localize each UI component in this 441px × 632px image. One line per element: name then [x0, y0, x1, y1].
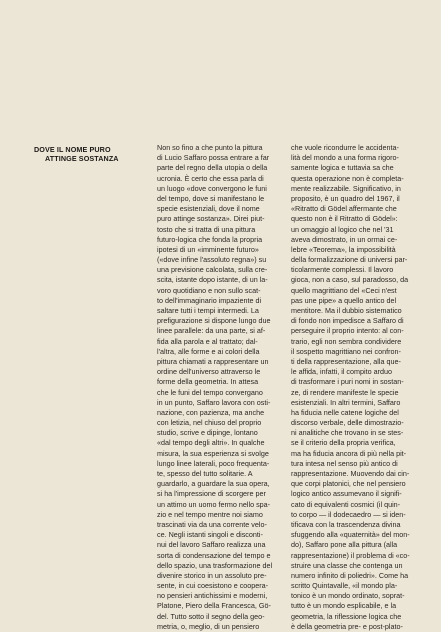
- text-line: che le funi del tempo convergano: [157, 387, 263, 397]
- text-line: sente, in cui coesistono e coopera-: [157, 581, 269, 591]
- text-line: tura intesa nel senso più antico di: [291, 458, 398, 468]
- text-line: il sospetto magrittiano nei confron-: [291, 346, 401, 356]
- text-line: ipotesi di un «imminente futuro»: [157, 244, 259, 254]
- text-line: specie esistenziali, dove il nome: [157, 204, 260, 214]
- text-line: questo non è il Ritratto di Gödel»:: [291, 214, 398, 224]
- text-line: nazione, con pazienza, ma anche: [157, 407, 265, 417]
- text-line: te, spesso del tutto solitarie. A: [157, 469, 253, 478]
- text-line: lungo linee laterali, poco frequenta-: [157, 458, 270, 468]
- text-line: ni analitiche che trovano in se stes-: [291, 428, 404, 438]
- text-line: ma ha fiducia ancora di più nella pit-: [291, 448, 407, 458]
- text-line: che vuole ricondurre le accidenta-: [291, 143, 399, 152]
- text-line: rappresentazione) il problema di «co-: [291, 550, 410, 560]
- text-line: zio e nel tempo mentre noi siamo: [157, 509, 263, 519]
- text-line: lebre «Teorema», la impossibilità: [291, 244, 396, 254]
- text-line: pas une pipe» a quello antico del: [291, 295, 397, 305]
- text-column-2: [291, 143, 421, 632]
- text-line: saltare tutti i tempi intermedi. La: [157, 306, 259, 315]
- text-line: un luogo «dove convergono le funi: [157, 183, 267, 193]
- text-line: fida alla parola e al trattato; dal-: [157, 336, 258, 346]
- text-line: ti della rappresentazione, alla que-: [291, 356, 401, 366]
- text-line: ce. Negli istanti singoli e disconti-: [157, 530, 263, 540]
- text-line: l'altra, alle forme e ai colori della: [157, 346, 260, 356]
- text-column-1: [157, 143, 287, 632]
- text-line: linee parallele: da una parte, si af-: [157, 326, 266, 336]
- text-line: tosto che si tratta di una pittura: [157, 224, 256, 234]
- text-line: con letizia, nel chiuso del proprio: [157, 418, 262, 428]
- text-line: del tempo, dove si manifestano le: [157, 193, 265, 203]
- text-line: prefigurazione si dispone lungo due: [157, 316, 271, 326]
- text-line: geometria, la riflessione logica che: [291, 611, 402, 621]
- text-line: tonico è un mondo ordinato, soprat-: [291, 591, 405, 601]
- text-line: no pensieri antichissimi e moderni,: [157, 591, 268, 601]
- text-line: voro quotidiano e non sullo scat-: [157, 285, 261, 295]
- text-line: rappresentazione. Muovendo dai cin-: [291, 469, 410, 478]
- text-line: del. Tutto sotto il segno della geo-: [157, 611, 265, 621]
- text-line: aveva dimostrato, in un ormai ce-: [291, 234, 398, 244]
- text-line: samente logica e tuttavia sa che: [291, 163, 394, 173]
- text-line: trascinati via da una corrente velo-: [157, 519, 267, 529]
- text-line: («dove infine l'assoluto regna») su: [157, 255, 267, 265]
- text-line: dello spazio, una trasformazione del: [157, 560, 273, 570]
- heading-line-2: ATTINGE SOSTANZA: [45, 154, 119, 164]
- text-line: discorso verbale, delle dimostrazio-: [291, 418, 404, 428]
- text-line: mente realizzabile. Significativo, in: [291, 183, 401, 193]
- text-line: in un punto, Saffaro lavora con osti-: [157, 397, 271, 407]
- text-line: perseguire il proprio intento: al con-: [291, 326, 404, 336]
- text-line: della formalizzazione di universi par-: [291, 255, 408, 265]
- text-line: ucronia. È certo che essa parla di: [157, 173, 264, 183]
- text-line: mentitore. Ma il dubbio sistematico: [291, 306, 402, 315]
- text-line: que corpi platonici, che nel pensiero: [291, 479, 406, 489]
- text-line: è della geometria pre- e post-plato-: [291, 621, 403, 631]
- text-line: «Ritratto di Gödel affermante che: [291, 204, 397, 214]
- text-line: una previsione calcolata, sulla cre-: [157, 265, 268, 275]
- text-line: un attimo un uomo fermo nello spa-: [157, 499, 271, 509]
- text-line: di trasformare i puri nomi in sostan-: [291, 377, 404, 387]
- text-line: struire una classe che contenga un: [291, 560, 403, 570]
- text-line: se il criterio della propria verifica,: [291, 438, 396, 448]
- text-line: forme della geometria. In attesa: [157, 377, 259, 387]
- text-line: proposito, è un quadro del 1967, il: [291, 193, 400, 203]
- text-line: Platone, Piero della Francesca, Gö-: [157, 601, 271, 611]
- text-line: esistenziali. In altri termini, Saffaro: [291, 397, 401, 407]
- text-line: Non so fino a che punto la pittura: [157, 143, 263, 152]
- text-line: metria, o, meglio, di un pensiero: [157, 621, 260, 631]
- text-line: guardarlo, a guardare la sua opera,: [157, 479, 270, 489]
- text-line: scita, istante dopo istante, di un la-: [157, 275, 268, 285]
- text-line: scritto Quintavalle, «il mondo pla-: [291, 581, 398, 591]
- text-line: quello magrittiano del «Ceci n'est: [291, 285, 397, 295]
- text-line: ticolarmente complessi. Il lavoro: [291, 265, 394, 275]
- text-line: logico antico assumevano il signifi-: [291, 489, 402, 499]
- text-line: ze, di rendere manifeste le specie: [291, 387, 399, 397]
- text-line: gioca, non a caso, sul paradosso, da: [291, 275, 409, 285]
- text-line: tificava con la trascendenza divina: [291, 519, 401, 529]
- text-line: futuro-logica che fonda la propria: [157, 234, 263, 244]
- text-line: trario, egli non sembra condividere: [291, 336, 402, 346]
- text-line: parte del regno della utopia o della: [157, 163, 268, 173]
- text-line: nui del lavoro Saffaro realizza una: [157, 540, 266, 550]
- text-line: puro attinge sostanza». Direi piut-: [157, 214, 265, 224]
- section-heading: [34, 145, 119, 164]
- text-line: to dell'immaginario impaziente di: [157, 295, 262, 305]
- text-line: ordine dell'universo attraverso le: [157, 367, 261, 377]
- text-line: sorta di condensazione del tempo e: [157, 550, 271, 560]
- text-line: divenire storico in un assoluto pre-: [157, 570, 267, 580]
- text-line: di Lucio Saffaro possa entrare a far: [157, 153, 270, 163]
- text-line: tutto è un mondo esplicabile, e la: [291, 601, 397, 611]
- text-line: le affida, infatti, il compito arduo: [291, 367, 392, 377]
- text-line: questa operazione non è completa-: [291, 173, 404, 183]
- text-line: numero infinito di poliedri». Come ha: [291, 570, 409, 580]
- text-line: «dal tempo degli altri». In qualche: [157, 438, 265, 448]
- heading-line-1: DOVE IL NOME PURO: [34, 145, 111, 154]
- text-line: lità del mondo a una forma rigoro-: [291, 153, 399, 163]
- text-line: to corpo — il dodecaedro — si iden-: [291, 509, 406, 519]
- text-line: si ha l'impressione di scorgere per: [157, 489, 266, 499]
- text-line: cato di equivalenti cosmici (il quin-: [291, 499, 401, 509]
- text-line: studio, scrive e dipinge, lontano: [157, 428, 258, 438]
- text-line: pittura chiamati a rappresentare un: [157, 356, 269, 366]
- text-line: di fondo non impedisce a Saffaro di: [291, 316, 404, 326]
- text-line: do), Saffaro pone alla pittura (alla: [291, 540, 398, 550]
- text-line: sfuggendo alla «quaternità» del mon-: [291, 530, 410, 540]
- text-line: un omaggio al logico che nel '31: [291, 224, 394, 234]
- text-line: misura, la sua esperienza si svolge: [157, 448, 269, 458]
- text-line: ha fiducia nelle catene logiche del: [291, 407, 399, 417]
